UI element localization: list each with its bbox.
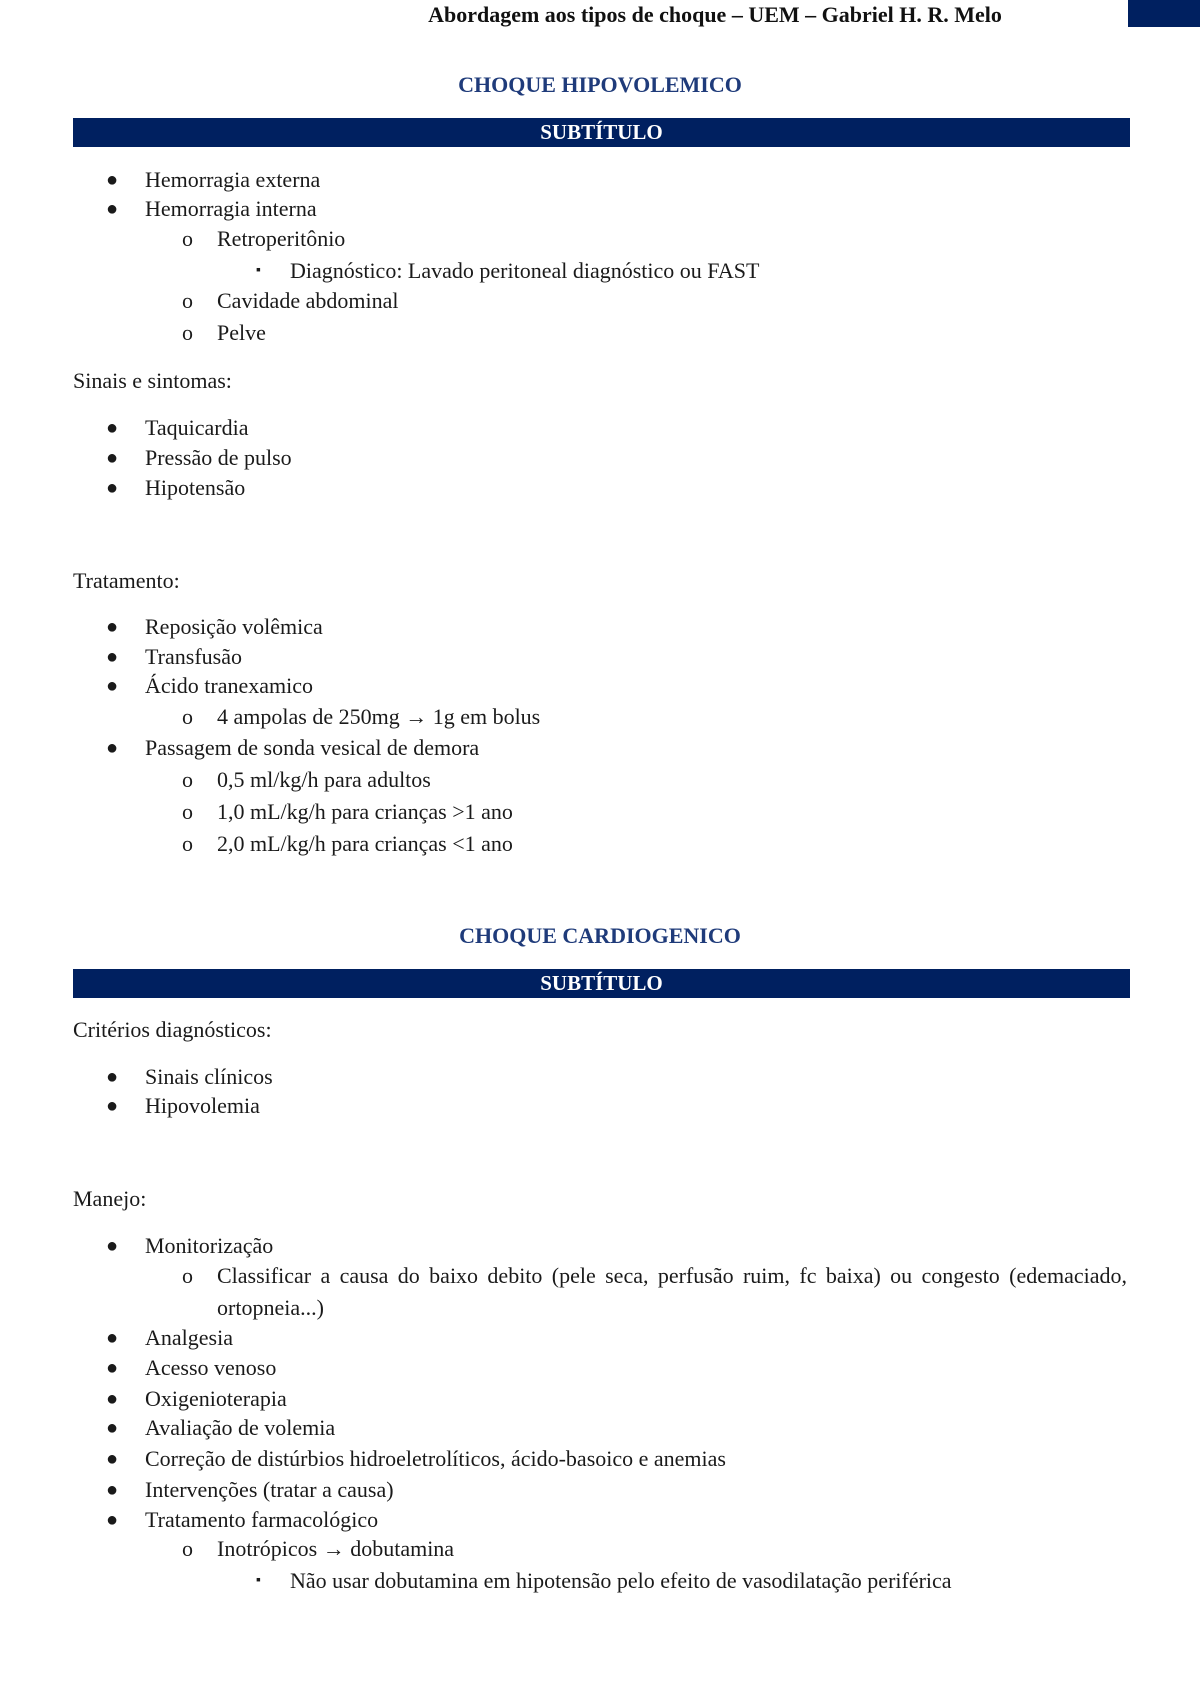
list-item: Avaliação de volemia (145, 1415, 336, 1440)
list-item: Reposição volêmica (145, 614, 323, 639)
list-item: Oxigenioterapia (145, 1386, 287, 1411)
bullet-icon: ● (106, 616, 119, 638)
list-item: 0,5 ml/kg/h para adultos (217, 767, 431, 792)
list-item: Pelve (217, 320, 266, 345)
bullet-icon: ● (106, 1509, 119, 1531)
list-item: 2,0 mL/kg/h para crianças <1 ano (217, 831, 513, 856)
list-item: Intervenções (tratar a causa) (145, 1477, 394, 1502)
corner-tab (1128, 0, 1200, 27)
bullet-icon: ● (106, 1095, 119, 1117)
bullet-icon: ● (106, 675, 119, 697)
list-item: Monitorização (145, 1233, 274, 1258)
bullet-icon: ● (106, 169, 119, 191)
circle-bullet-icon: o (182, 799, 193, 824)
bullet-icon: ● (106, 417, 119, 439)
list-item: Transfusão (145, 644, 242, 669)
bullet-icon: ● (106, 737, 119, 759)
bullet-icon: ● (106, 1357, 119, 1379)
signs-label: Sinais e sintomas: (73, 368, 232, 393)
bullet-icon: ● (106, 646, 119, 668)
list-item: Taquicardia (145, 415, 249, 440)
subtitle-bar: SUBTÍTULO (73, 118, 1130, 147)
list-item: Ácido tranexamico (145, 673, 313, 698)
section-title: CHOQUE CARDIOGENICO (459, 923, 741, 948)
list-item: Analgesia (145, 1325, 233, 1350)
bullet-icon: ● (106, 1388, 119, 1410)
management-label: Manejo: (73, 1186, 147, 1211)
list-item: Hipotensão (145, 475, 246, 500)
list-item: Passagem de sonda vesical de demora (145, 735, 480, 760)
list-item: Hipovolemia (145, 1093, 260, 1118)
bullet-icon: ● (106, 1327, 119, 1349)
circle-bullet-icon: o (182, 704, 193, 729)
list-item: Inotrópicos → dobutamina (217, 1536, 455, 1561)
list-item: Hemorragia externa (145, 167, 321, 192)
list-item: Retroperitônio (217, 226, 346, 251)
bullet-icon: ● (106, 1448, 119, 1470)
list-item: Classificar a causa do baixo debito (pele seca, perfusão ruim, fc baixa) ou congesto (edemaciado, ortopneia...) (217, 1263, 1127, 1320)
list-item: Sinais clínicos (145, 1064, 273, 1089)
list-item: Diagnóstico: Lavado peritoneal diagnóstico ou FAST (290, 258, 760, 283)
bullet-icon: ● (106, 1479, 119, 1501)
treatment-label: Tratamento: (73, 568, 180, 593)
circle-bullet-icon: o (182, 226, 193, 251)
list-item: Correção de distúrbios hidroeletrolíticos, ácido-basoico e anemias (145, 1446, 726, 1471)
bullet-icon: ● (106, 1417, 119, 1439)
bullet-icon: ● (106, 1066, 119, 1088)
square-bullet-icon: ▪ (256, 263, 261, 278)
bullet-icon: ● (106, 447, 119, 469)
circle-bullet-icon: o (182, 1263, 193, 1288)
bullet-icon: ● (106, 1235, 119, 1257)
list-item: Não usar dobutamina em hipotensão pelo efeito de vasodilatação periférica (290, 1568, 952, 1593)
circle-bullet-icon: o (182, 831, 193, 856)
subtitle-bar: SUBTÍTULO (73, 969, 1130, 998)
list-item: 1,0 mL/kg/h para crianças >1 ano (217, 799, 513, 824)
list-item: Cavidade abdominal (217, 288, 399, 313)
bullet-icon: ● (106, 477, 119, 499)
list-item: Pressão de pulso (145, 445, 292, 470)
circle-bullet-icon: o (182, 767, 193, 792)
list-item: Acesso venoso (145, 1355, 277, 1380)
circle-bullet-icon: o (182, 1536, 193, 1561)
document-header-title: Abordagem aos tipos de choque – UEM – Gabriel H. R. Melo (428, 2, 1002, 27)
list-item: Hemorragia interna (145, 196, 317, 221)
list-item: 4 ampolas de 250mg → 1g em bolus (217, 704, 541, 729)
circle-bullet-icon: o (182, 288, 193, 313)
criteria-label: Critérios diagnósticos: (73, 1017, 272, 1042)
section-title: CHOQUE HIPOVOLEMICO (458, 72, 742, 97)
circle-bullet-icon: o (182, 320, 193, 345)
bullet-icon: ● (106, 198, 119, 220)
list-item: Tratamento farmacológico (145, 1507, 379, 1532)
square-bullet-icon: ▪ (256, 1573, 261, 1588)
